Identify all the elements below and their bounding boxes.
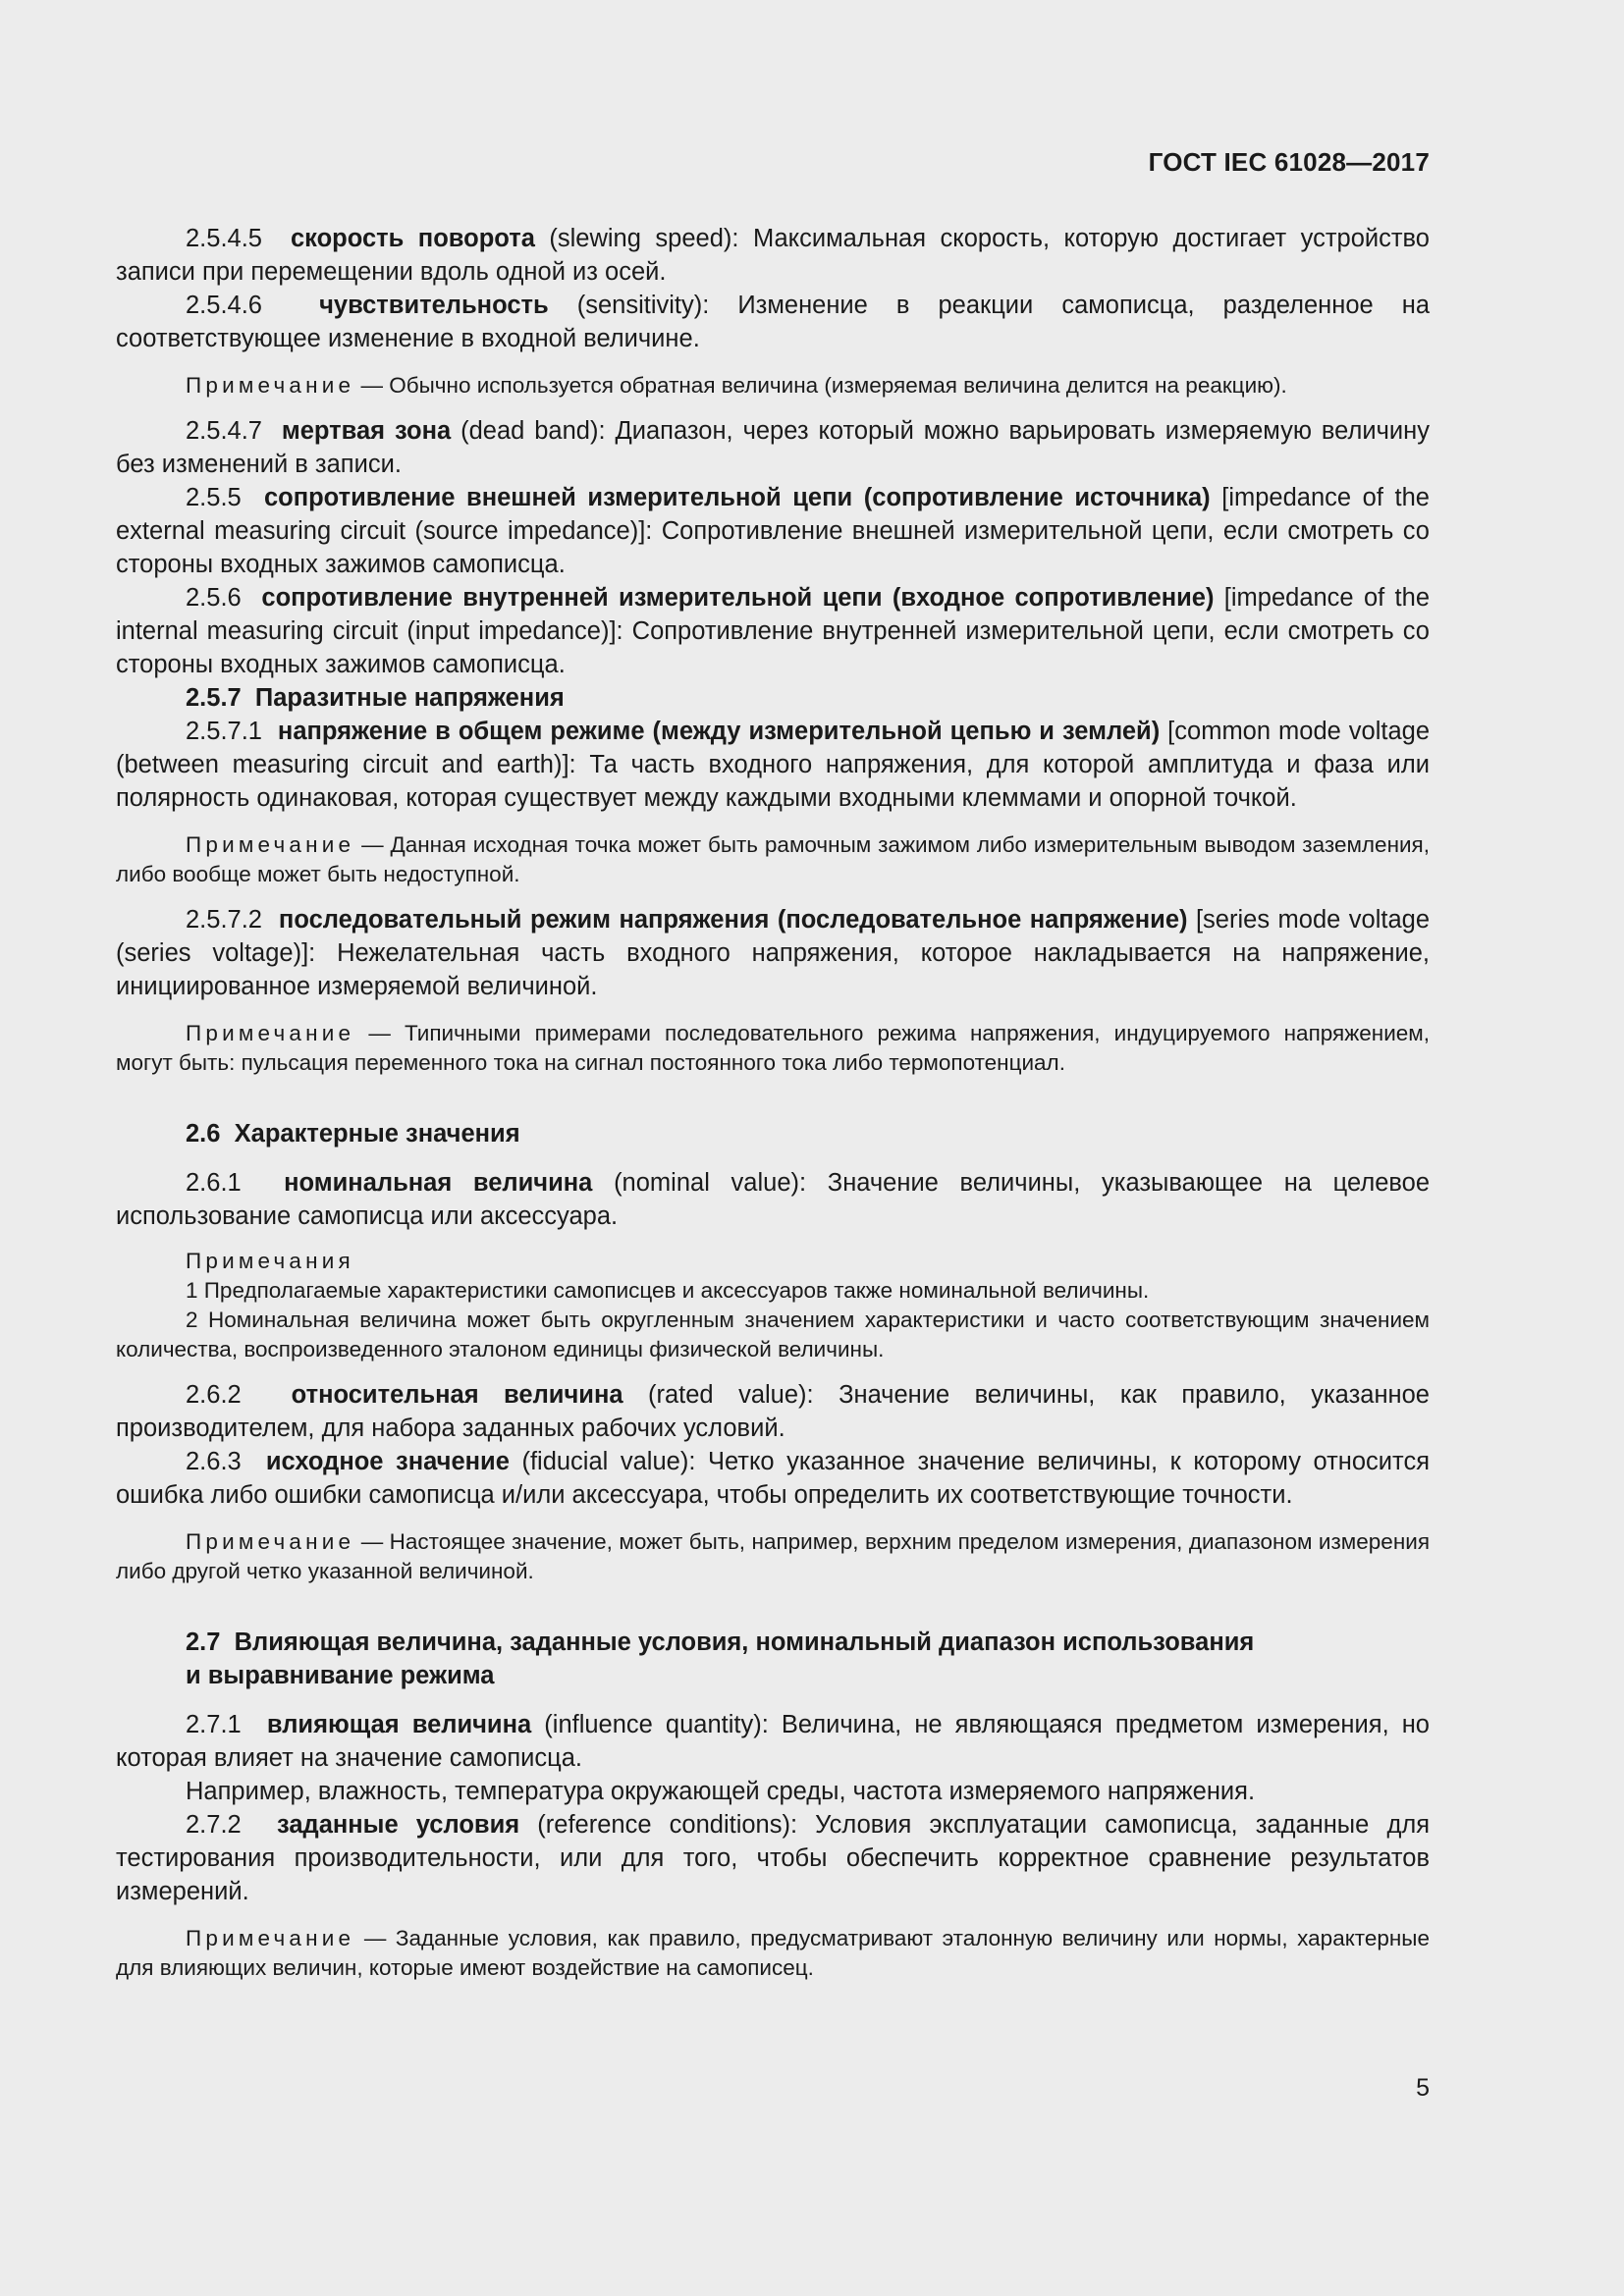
clause-text: (rated value): Значение величины, как правило, указанное производителем, для набора заданных рабочих условий. [116,1381,1430,1442]
clause-number: 2.6.1 [186,1169,242,1197]
clause-2-6-2 [116,1378,1430,1445]
clause-2-5-7-1 [116,715,1430,815]
clause-2-7-2 [116,1808,1430,1908]
clause-term: номинальная величина [284,1169,593,1197]
clause-term: относительная величина [291,1381,623,1409]
clause-2-7-1-example: Например, влажность, температура окружающей среды, частота измеряемого напряжения. [186,1778,1256,1805]
clause-term: сопротивление внешней измерительной цепи (сопротивление источника) [263,484,1211,511]
clause-2-5-4-5 [116,222,1430,289]
note-2-6-3 [116,1527,1430,1586]
clause-term: сопротивление внутренней измерительной цепи (входное сопротивление) [261,584,1215,612]
section-title: Влияющая величина, заданные условия, номинальный диапазон использования [234,1629,1255,1656]
clause-2-6-1 [116,1166,1430,1233]
notes-2-6-1 [116,1247,1430,1364]
clause-number: 2.5.6 [186,584,242,612]
note-2-5-7-1 [116,830,1430,889]
note-text: — Типичными примерами последовательного режима напряжения, индуцируемого напряжением, могут быть: пульсация переменного тока на сигнал постоянного тока либо термопотенциал. [116,1021,1430,1075]
section-2-7-heading [116,1626,1430,1692]
note-item: 1 Предполагаемые характеристики самописцев и аксессуаров также номинальной величины. [186,1278,1150,1303]
clause-text: [series mode voltage (series voltage)]: Нежелательная часть входного напряжения, которое накладывается на напряжение, инициированное измеряемой величиной. [116,906,1431,1000]
document-header: ГОСТ IEC 61028—2017 [1148,147,1430,177]
section-number: 2.6 [186,1120,221,1148]
note-text: — Заданные условия, как правило, предусматривают эталонную величину или нормы, характерные для влияющих величин, которые имеют воздействие на самописец. [116,1926,1430,1980]
note-2-5-4-6 [116,371,1430,400]
clause-2-6-3 [116,1445,1430,1512]
clause-number: 2.6.2 [186,1381,242,1409]
clause-number: 2.5.7.2 [186,906,262,934]
subsection-number: 2.5.7 [186,684,242,712]
notes-label-line [116,1247,1430,1276]
clause-term: исходное значение [265,1448,510,1475]
subsection-2-5-7 [116,681,1430,715]
clause-number: 2.5.7.1 [186,718,262,745]
clause-text: [common mode voltage (between measuring circuit and earth)]: Та часть входного напряжения, для которой амплитуда и фаза или полярность одинаковая, которая существует между каждыми входными клеммами и опорной точкой. [116,718,1430,812]
clause-text: (dead band): Диапазон, через который можно варьировать измеряемую величину без изменений в записи. [116,417,1431,478]
clause-number: 2.7.2 [186,1811,242,1839]
note-item: 2 Номинальная величина может быть округленным значением характеристики и часто соответствующим значением количества, воспроизведенного эталоном единицы физической величины. [116,1308,1430,1362]
clause-term: напряжение в общем режиме (между измерительной цепью и землей) [277,718,1161,745]
clause-number: 2.5.4.5 [186,225,262,252]
note-label: Примечание [186,373,355,398]
clause-text: [impedance of the external measuring circuit (source impedance)]: Сопротивление внешней измерительной цепи, если смотреть со стороны входных зажимов самописца. [116,484,1430,578]
clause-term: влияющая величина [266,1711,532,1738]
clause-text: (fiducial value): Четко указанное значение величины, к которому относится ошибка либо ошибки самописца и/или аксессуара, чтобы определить их соответствующие точности. [116,1448,1430,1509]
note-text: — Обычно используется обратная величина (измеряемая величина делится на реакцию). [354,373,1287,398]
note-label: Примечание [186,1021,355,1045]
clause-2-5-5 [116,481,1430,581]
note-label: Примечание [186,1529,355,1554]
clause-2-7-1 [116,1708,1430,1775]
clause-text: [impedance of the internal measuring circuit (input impedance)]: Сопротивление внутренней измерительной цепи, если смотреть со стороны входных зажимов самописца. [116,584,1430,678]
clause-term: скорость поворота [290,225,535,252]
note-label: Примечание [186,832,355,857]
clause-term: последовательный режим напряжения (последовательное напряжение) [278,906,1188,934]
clause-2-5-4-6 [116,289,1430,355]
section-title-line-2: и выравнивание режима [186,1662,495,1689]
note-text: — Настоящее значение, может быть, например, верхним пределом измерения, диапазоном измерения либо другой четко указанной величиной. [116,1529,1430,1583]
section-title: Характерные значения [234,1120,520,1148]
clause-text: (reference conditions): Условия эксплуатации самописца, заданные для тестирования производительности, или для того, чтобы обеспечить корректное сравнение результатов измерений. [116,1811,1431,1905]
notes-label: Примечания [186,1249,354,1273]
document-body [116,222,1430,1997]
subsection-title: Паразитные напряжения [254,684,565,712]
clause-term: чувствительность [319,292,549,319]
clause-number: 2.6.3 [186,1448,242,1475]
section-2-6-heading [116,1117,1430,1150]
note-2-7-2 [116,1924,1430,1983]
clause-text: (sensitivity): Изменение в реакции самописца, разделенное на соответствующее изменение в входной величине. [116,292,1431,352]
clause-number: 2.5.5 [186,484,242,511]
section-title-line-1 [186,1626,1430,1659]
clause-number: 2.5.4.7 [186,417,262,445]
clause-term: заданные условия [276,1811,520,1839]
clause-2-5-4-7 [116,414,1430,481]
note-label: Примечание [186,1926,355,1950]
section-number: 2.7 [186,1629,221,1656]
clause-term: мертвая зона [281,417,452,445]
clause-number: 2.7.1 [186,1711,242,1738]
page-number: 5 [1416,2074,1430,2102]
note-text: — Данная исходная точка может быть рамочным зажимом либо измерительным выводом заземления, либо вообще может быть недоступной. [116,832,1430,886]
clause-text: (influence quantity): Величина, не являющаяся предметом измерения, но которая влияет на значение самописца. [116,1711,1430,1772]
clause-2-5-7-2 [116,903,1430,1003]
clause-text: (nominal value): Значение величины, указывающее на целевое использование самописца или аксессуара. [116,1169,1430,1230]
clause-text: (slewing speed): Максимальная скорость, которую достигает устройство записи при перемещении вдоль одной из осей. [116,225,1430,286]
note-2-5-7-2 [116,1019,1430,1078]
clause-2-5-6 [116,581,1430,681]
clause-number: 2.5.4.6 [186,292,262,319]
